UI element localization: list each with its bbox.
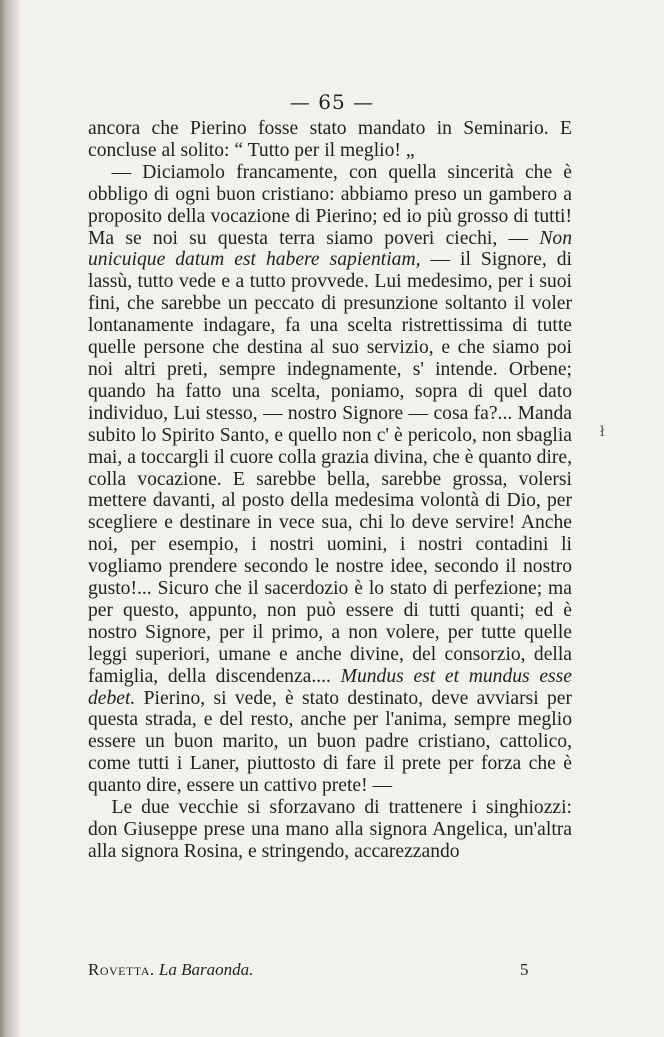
latin-quote: Mundus est et mundus esse debet. xyxy=(88,665,572,709)
running-footer xyxy=(88,960,528,980)
paragraph-1 xyxy=(88,118,572,162)
margin-annotation: ł xyxy=(600,424,605,440)
footer-author: Rovetta. xyxy=(88,960,155,979)
page-number: — 65 — xyxy=(289,90,375,114)
paragraph-text: — il Signore, di lassù, tutto vede e a tutto provvede. Lui medesimo, per i suoi fini, che sarebbe un peccato di presunzione soltanto il voler lontanamente indagare, fa una scelta ristrettissima di tutte quelle persone che destina al suo servizio, e che siamo poi noi altri preti, sempre indegnamente, s' intende. Orbene; quando ha fatto una scelta, poniamo, sopra di quel dato individuo, Lui stesso, — nostro Signore — cosa fa?... Manda subito lo Spirito Santo, e quello non c' è pericolo, non sbaglia mai, a toccargli il cuore colla grazia divina, che è quanto dire, colla vocazione. E sarebbe bella, sarebbe grossa, volersi mettere davanti, al posto della medesima volontà di Dio, per scegliere e destinare in vece sua, chi lo deve servire! Anche noi, per esempio, i nostri uomini, i nostri contadini li vogliamo prendere secondo le nostre idee, secondo il nostro gusto!... Sicuro che il sacerdozio è lo stato di perfezione; ma per questo, appunto, non può essere di tutti quanti; ed è nostro Signore, per il primo, a non volere, per tutte quelle leggi superiori, umane e anche divine, del consorzio, della famiglia, della discendenza.... xyxy=(88,249,572,687)
paragraph-text: Le due vecchie si sforzavano di trattenere i singhiozzi: don Giuseppe prese una mano alla signora Angelica, un'altra alla signora Rosina, e stringendo, accarezzando xyxy=(88,797,572,862)
binding-shadow xyxy=(0,0,22,1037)
signature-mark: 5 xyxy=(520,960,529,979)
footer-work-title: La Baraonda. xyxy=(158,960,254,979)
paragraph-text: — Diciamolo francamente, con quella sincerità che è obbligo di ogni buon cristiano: abbiamo preso un gambero a proposito della vocazione di Pierino; ed io più grosso di tutti! Ma se noi su questa terra siamo poveri ciechi, — xyxy=(88,161,572,249)
paragraph-text: ancora che Pierino fosse stato mandato in Seminario. E concluse al solito: “ Tutto per il meglio! „ xyxy=(88,118,572,161)
paragraph-3 xyxy=(88,797,572,863)
paragraph-2 xyxy=(88,162,572,797)
body-text xyxy=(88,118,572,863)
paragraph-text: Pierino, si vede, è stato destinato, deve avviarsi per questa strada, e del resto, anche per l'anima, sempre meglio essere un buon marito, un buon padre cristiano, cattolico, come tutti i Laner, piuttosto di fare il prete per forza che è quanto dire, essere un cattivo prete! — xyxy=(88,687,572,797)
latin-quote: Non unicuique datum est habere sapientiam, xyxy=(88,227,572,271)
